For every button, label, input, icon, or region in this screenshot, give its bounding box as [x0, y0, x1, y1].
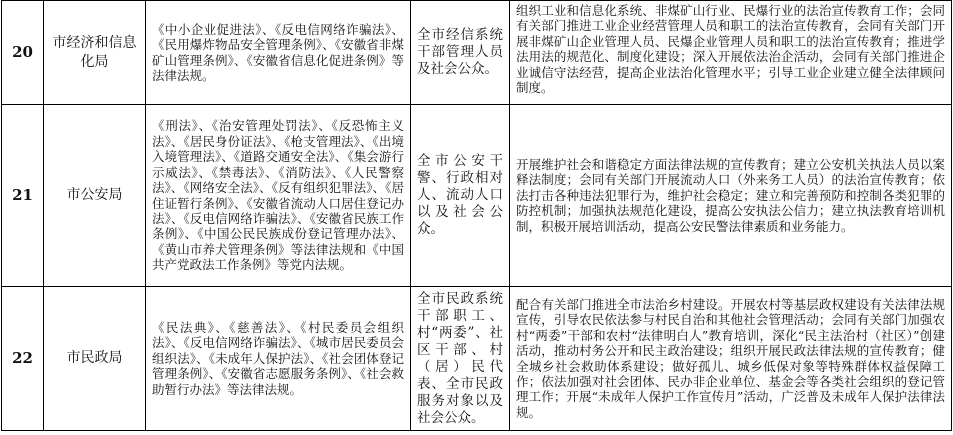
responsibilities: 开展维护社会和谐稳定方面法律法规的宣传教育；建立公安机关执法人员以案释法制度；会同有关部门开展流动人口（外来务工人员）的法治宣传教育；依法打击各种违法犯罪行为，维护社会稳定；建立和完善预防和控制各类犯罪的防控机制；加强执法规范化建设，提高公安执法公信力；建立执法教育培训机制，积极开展培训活动，提高公安民警法律素质和业务能力。 [510, 105, 952, 287]
department-name: 市公安局 [44, 105, 146, 287]
key-laws: 《刑法》、《治安管理处罚法》、《反恐怖主义法》、《居民身份证法》、《枪支管理法》、《出境入境管理法》、《道路交通安全法》、《集会游行示威法》、《禁毒法》、《消防法》、《人民警察法》、《网络安全法》、《反有组织犯罪法》、《居住证暂行条例》、《安徽省流动人口居住登记办法》、《反电信网络诈骗法》、《安徽省民族工作条例》、《中国公民民族成份登记管理办法》、《黄山市养犬管理条例》等法律法规和《中国共产党政法工作条例》等党内法规。 [146, 105, 411, 287]
responsibilities: 组织工业和信息化系统、非煤矿山行业、民爆行业的法治宣传教育工作；会同有关部门推进工业企业经营管理人员和职工的法治宣传教育，会同有关部门开展非煤矿山企业管理人员、民爆企业管理人员和职工的法治宣传教育；推进学法用法的规范化、制度化建设；深入开展依法治企活动，会同有关部门推进企业诚信守法经营，提高企业法治化管理水平；引导工业企业建立健全法律顾问制度。 [510, 1, 952, 105]
table-row [2, 1, 952, 105]
row-number: 20 [2, 1, 44, 105]
table-row [2, 105, 952, 287]
key-laws: 《民法典》、《慈善法》、《村民委员会组织法》、《反电信网络诈骗法》、《城市居民委员会组织法》、《未成年人保护法》、《社会团体登记管理条例》、《安徽省志愿服务条例》、《社会救助暂行办法》等法律法规。 [146, 287, 411, 431]
target-audience: 全市经信系统干部管理人员及社会公众。 [411, 1, 510, 105]
law-popularization-table [1, 0, 952, 431]
target-audience: 全市公安干警、行政相对人、流动人口以及社会公众。 [411, 105, 510, 287]
department-name: 市经济和信息化局 [44, 1, 146, 105]
target-audience: 全市民政系统干部职工、村“两委”、社区干部、村（居）民代表、全市民政服务对象以及社会公众。 [411, 287, 510, 431]
table-row [2, 287, 952, 431]
key-laws: 《中小企业促进法》、《反电信网络诈骗法》、《民用爆炸物品安全管理条例》、《安徽省非煤矿山管理条例》、《安徽省信息化促进条例》等法律法规。 [146, 1, 411, 105]
responsibilities: 配合有关部门推进全市法治乡村建设。开展农村等基层政权建设有关法律法规宣传，引导农民依法参与村民自治和其他社会管理活动；会同有关部门加强农村“两委”干部和农村“法律明白人”教育培训，深化“民主法治村（社区）”创建活动，推动村务公开和民主政治建设；组织开展民政法律法规的宣传教育；健全城乡社会救助体系建设；做好孤儿、城乡低保对象等特殊群体权益保障工作；依法加强对社会团体、民办非企业单位、基金会等各类社会组织的登记管理工作；开展“未成年人保护工作宣传月”活动，广泛普及未成年人保护法律法规。 [510, 287, 952, 431]
row-number: 21 [2, 105, 44, 287]
row-number: 22 [2, 287, 44, 431]
department-name: 市民政局 [44, 287, 146, 431]
